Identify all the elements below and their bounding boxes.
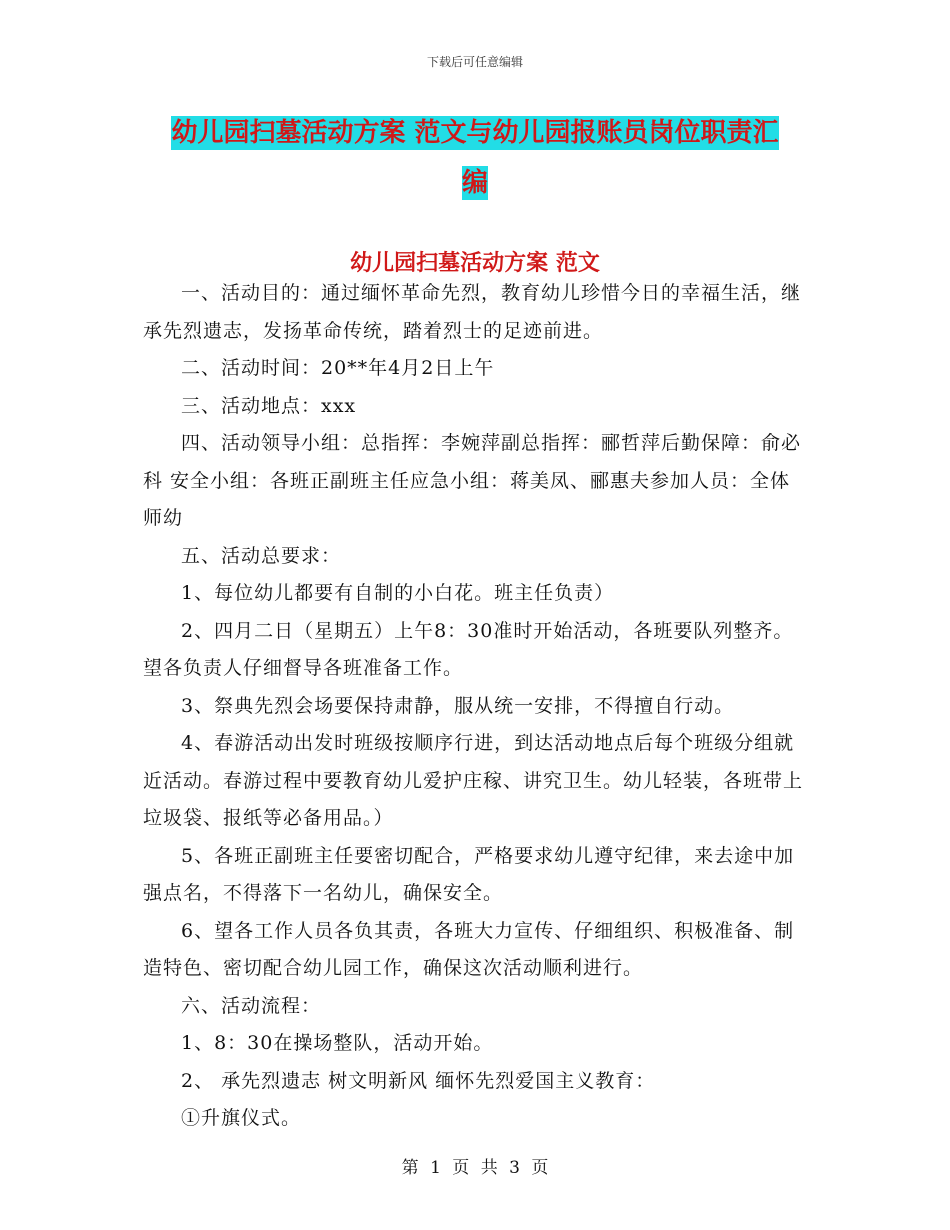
paragraph: 6、望各工作人员各负其责，各班大力宣传、仔细组织、积极准备、制造特色、密切配合幼儿园工作，确保这次活动顺利进行。	[143, 919, 795, 979]
paragraph: 一、活动目的：通过缅怀革命先烈，教育幼儿珍惜今日的幸福生活，继承先烈遗志，发扬革命传统，踏着烈士的足迹前进。	[143, 282, 802, 342]
paragraph: 六、活动流程：	[181, 994, 322, 1017]
paragraph: 2、四月二日（星期五）上午8：30准时开始活动，各班要队列整齐。望各负责人仔细督导各班准备工作。	[143, 619, 794, 679]
body-text	[143, 275, 808, 1138]
paragraph: ①升旗仪式。	[181, 1107, 302, 1129]
paragraph: 三、活动地点：xxx	[181, 394, 357, 417]
document-title	[0, 108, 950, 208]
paragraph: 1、8：30在操场整队，活动开始。	[181, 1032, 494, 1054]
paragraph: 2、 承先烈遗志 树文明新风 缅怀先烈爱国主义教育：	[181, 1069, 656, 1092]
page-footer: 第 1 页 共 3 页	[401, 1158, 549, 1178]
paragraph: 3、祭典先烈会场要保持肃静，服从统一安排，不得擅自行动。	[181, 694, 735, 717]
paragraph: 二、活动时间：20**年4月2日上午	[181, 357, 495, 379]
paragraph: 五、活动总要求：	[181, 544, 342, 567]
header-note: 下载后可任意编辑	[426, 55, 523, 69]
title-line-1: 幼儿园扫墓活动方案 范文与幼儿园报账员岗位职责汇	[171, 118, 779, 148]
paragraph: 1、每位幼儿都要有自制的小白花。班主任负责）	[181, 582, 615, 604]
title-line-2: 编	[461, 168, 488, 198]
paragraph: 4、春游活动出发时班级按顺序行进，到达活动地点后每个班级分组就近活动。春游过程中要教育幼儿爱护庄稼、讲究卫生。幼儿轻装，各班带上垃圾袋、报纸等必备用品。）	[143, 732, 804, 829]
section-title: 幼儿园扫墓活动方案 范文	[350, 250, 600, 276]
paragraph: 5、各班正副班主任要密切配合，严格要求幼儿遵守纪律，来去途中加强点名，不得落下一名幼儿，确保安全。	[143, 844, 795, 904]
paragraph: 四、活动领导小组：总指挥：李婉萍副总指挥：郦哲萍后勤保障：俞必科 安全小组：各班正副班主任应急小组：蒋美凤、郦惠夫参加人员：全体师幼	[143, 432, 802, 529]
